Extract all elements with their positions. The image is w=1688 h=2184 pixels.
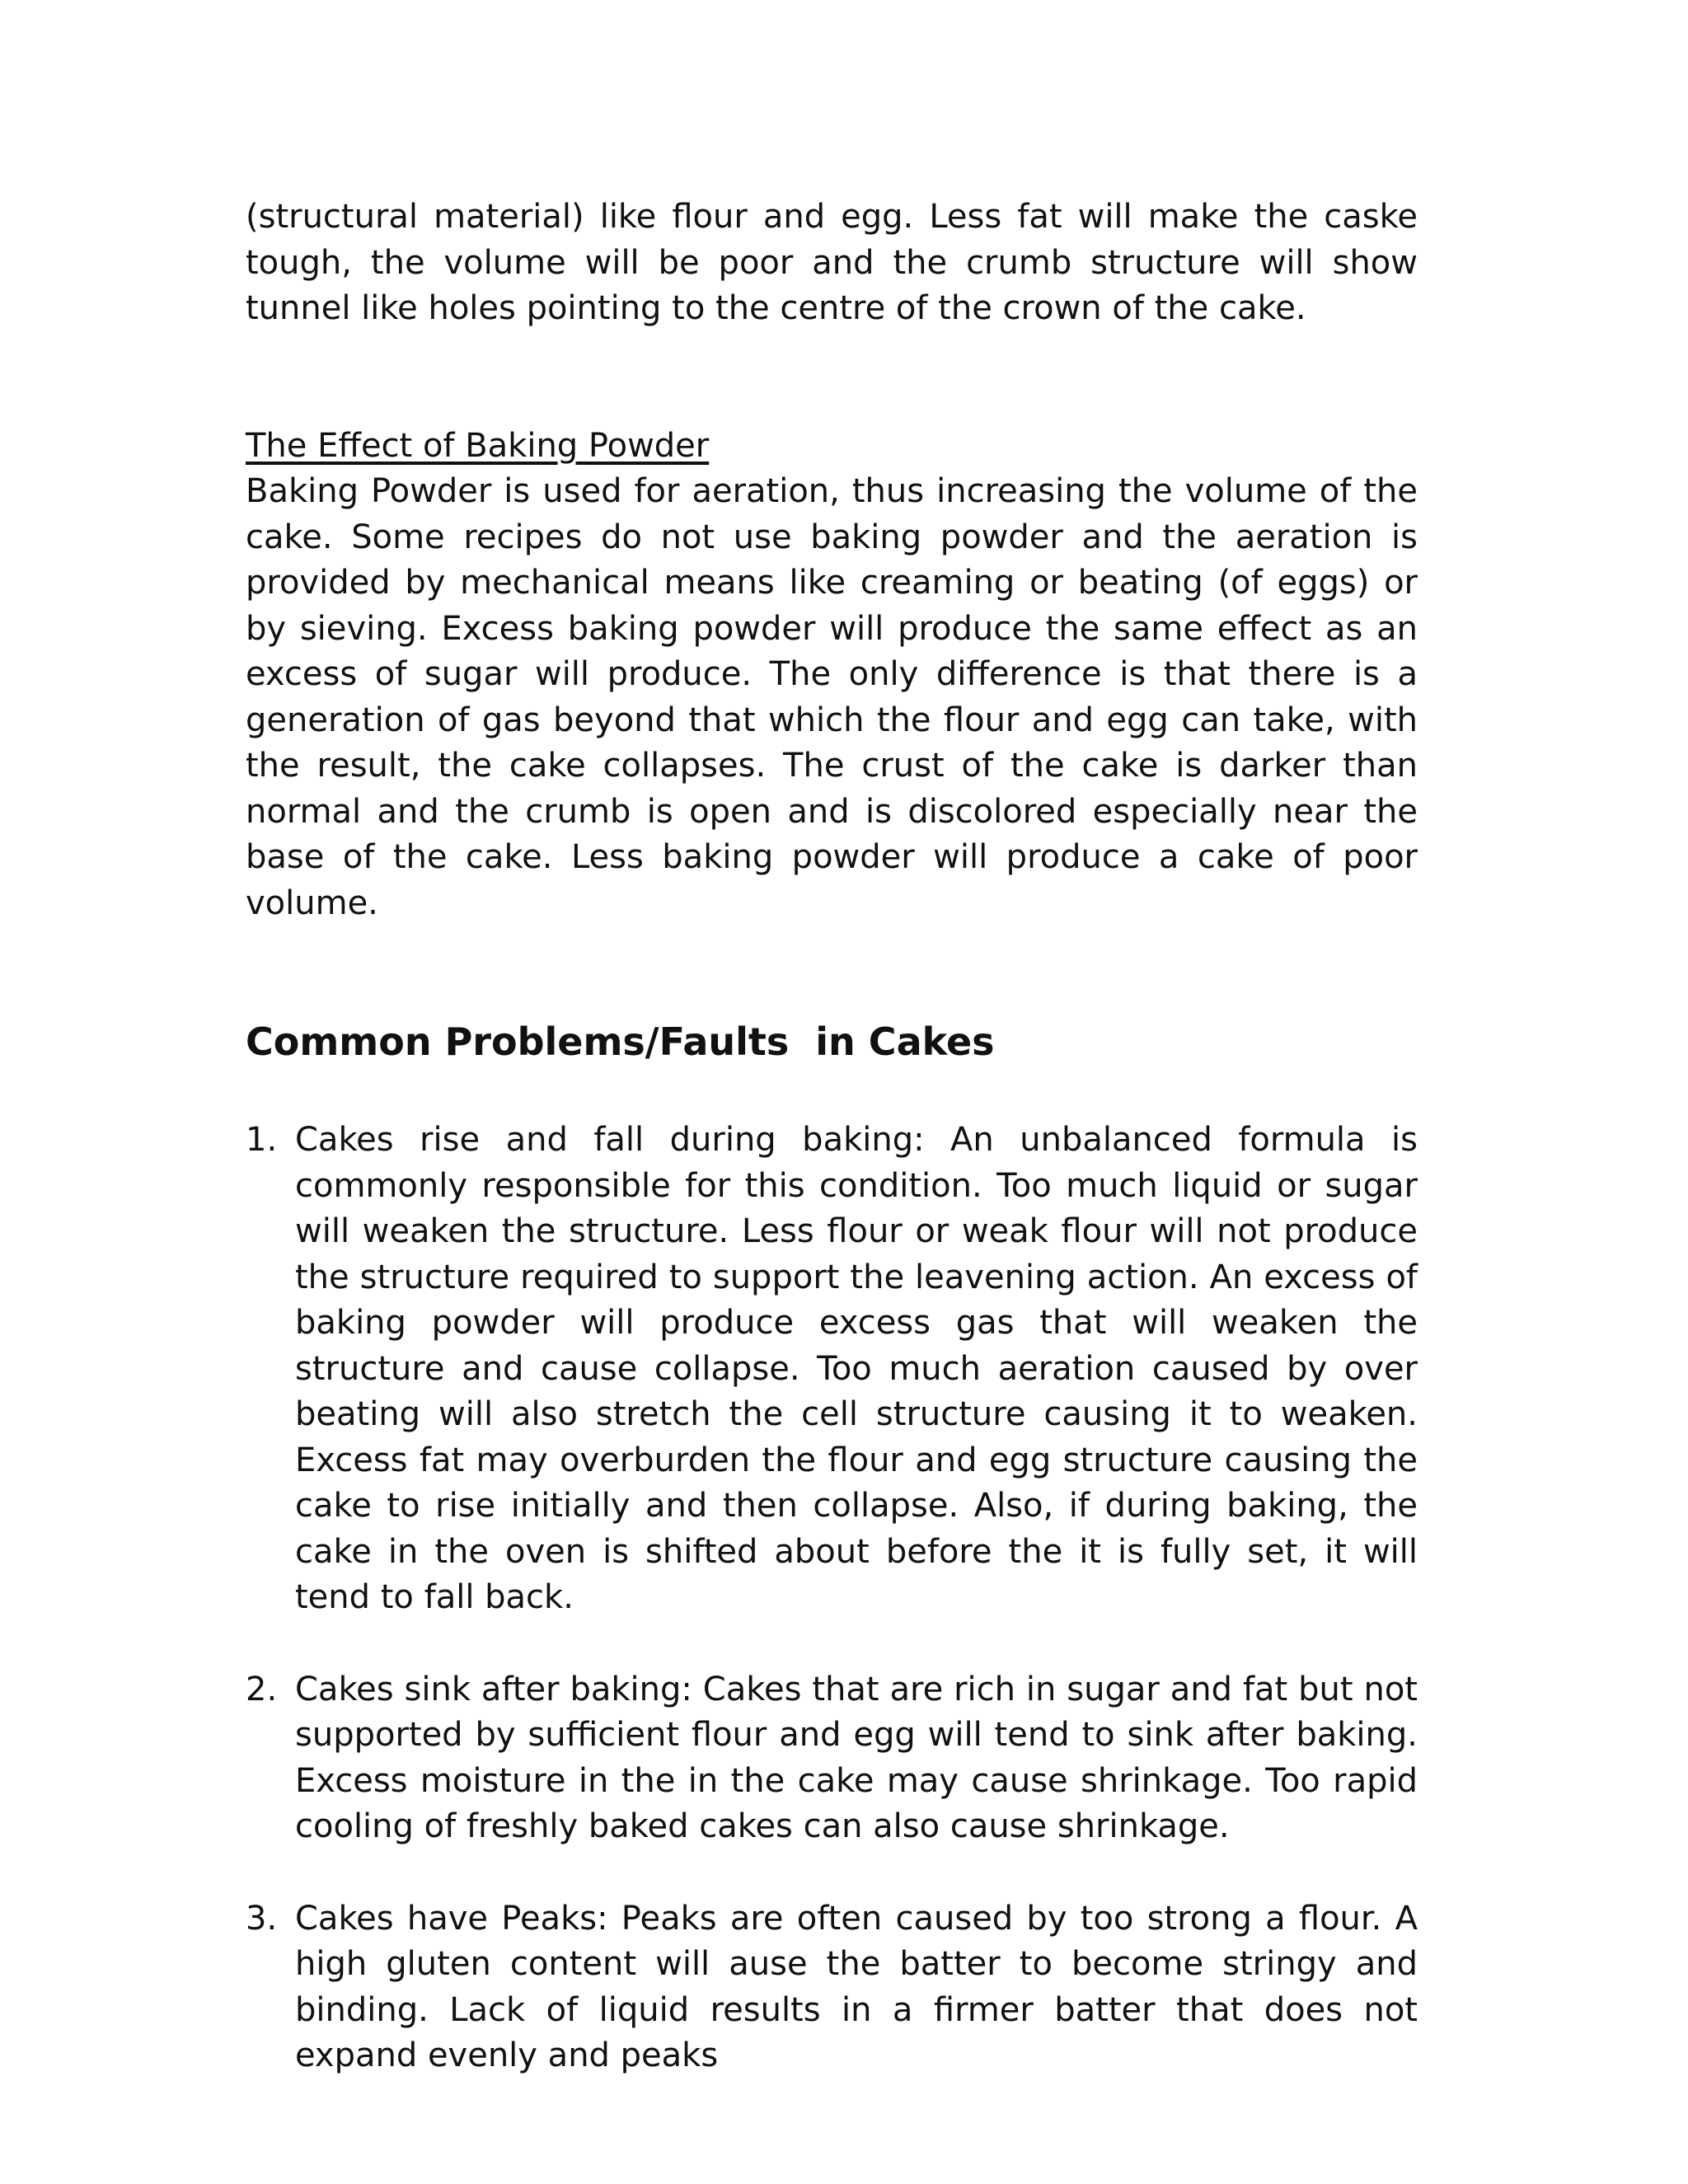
spacer — [246, 1066, 1418, 1118]
problems-list — [246, 1118, 1418, 2079]
list-item-number: 2. — [246, 1670, 278, 1708]
list-item — [246, 1667, 1418, 1850]
spacer — [246, 926, 1418, 1017]
spacer — [246, 332, 1418, 424]
list-item-text: Cakes sink after baking: Cakes that are rich in sugar and fat but not supported by sufficient flour and egg will tend to sink after baking. Excess moisture in the in the cake may cause shrinkage. Too rapid cooling of freshly baked cakes can also cause shrinkage. — [295, 1670, 1418, 1845]
intro-paragraph: (structural material) like flour and egg. Less fat will make the caske tough, the volume will be poor and the crumb structure will show tunnel like holes pointing to the centre of the crown of the cake. — [246, 198, 1418, 327]
list-item-text: Cakes rise and fall during baking: An unbalanced formula is commonly responsible for this condition. Too much liquid or sugar will weaken the structure. Less flour or weak flour will not produce the structure required to support the leavening action. An excess of baking powder will produce excess gas that will weaken the structure and cause collapse. Too much aeration caused by over beating will also stretch the cell structure causing it to weaken. Excess fat may overburden the flour and egg structure causing the cake to rise initially and then collapse. Also, if during baking, the cake in the oven is shifted about before the it is fully set, it will tend to fall back. — [295, 1121, 1418, 1616]
page-content — [246, 194, 1418, 2079]
list-item-text: Cakes have Peaks: Peaks are often caused by too strong a flour. A high gluten content will ause the batter to become stringy and binding. Lack of liquid results in a firmer batter that does not expand evenly and peaks — [295, 1899, 1418, 2074]
baking-powder-paragraph: Baking Powder is used for aeration, thus increasing the volume of the cake. Some recipes do not use baking powder and the aeration is provided by mechanical means like creaming or beating (of eggs) or by sieving. Excess baking powder will produce the same effect as an excess of sugar will produce. The only difference is that there is a generation of gas beyond that which the flour and egg can take, with the result, the cake collapses. The crust of the cake is darker than normal and the crumb is open and is discolored especially near the base of the cake. Less baking powder will produce a cake of poor volume. — [246, 472, 1418, 922]
list-item-number: 3. — [246, 1899, 278, 1938]
list-item-number: 1. — [246, 1121, 278, 1159]
list-item — [246, 1118, 1418, 1621]
baking-powder-heading: The Effect of Baking Powder — [246, 426, 710, 465]
common-problems-heading: Common Problems/Faults in Cakes — [246, 1019, 995, 1064]
list-item — [246, 1896, 1418, 2079]
